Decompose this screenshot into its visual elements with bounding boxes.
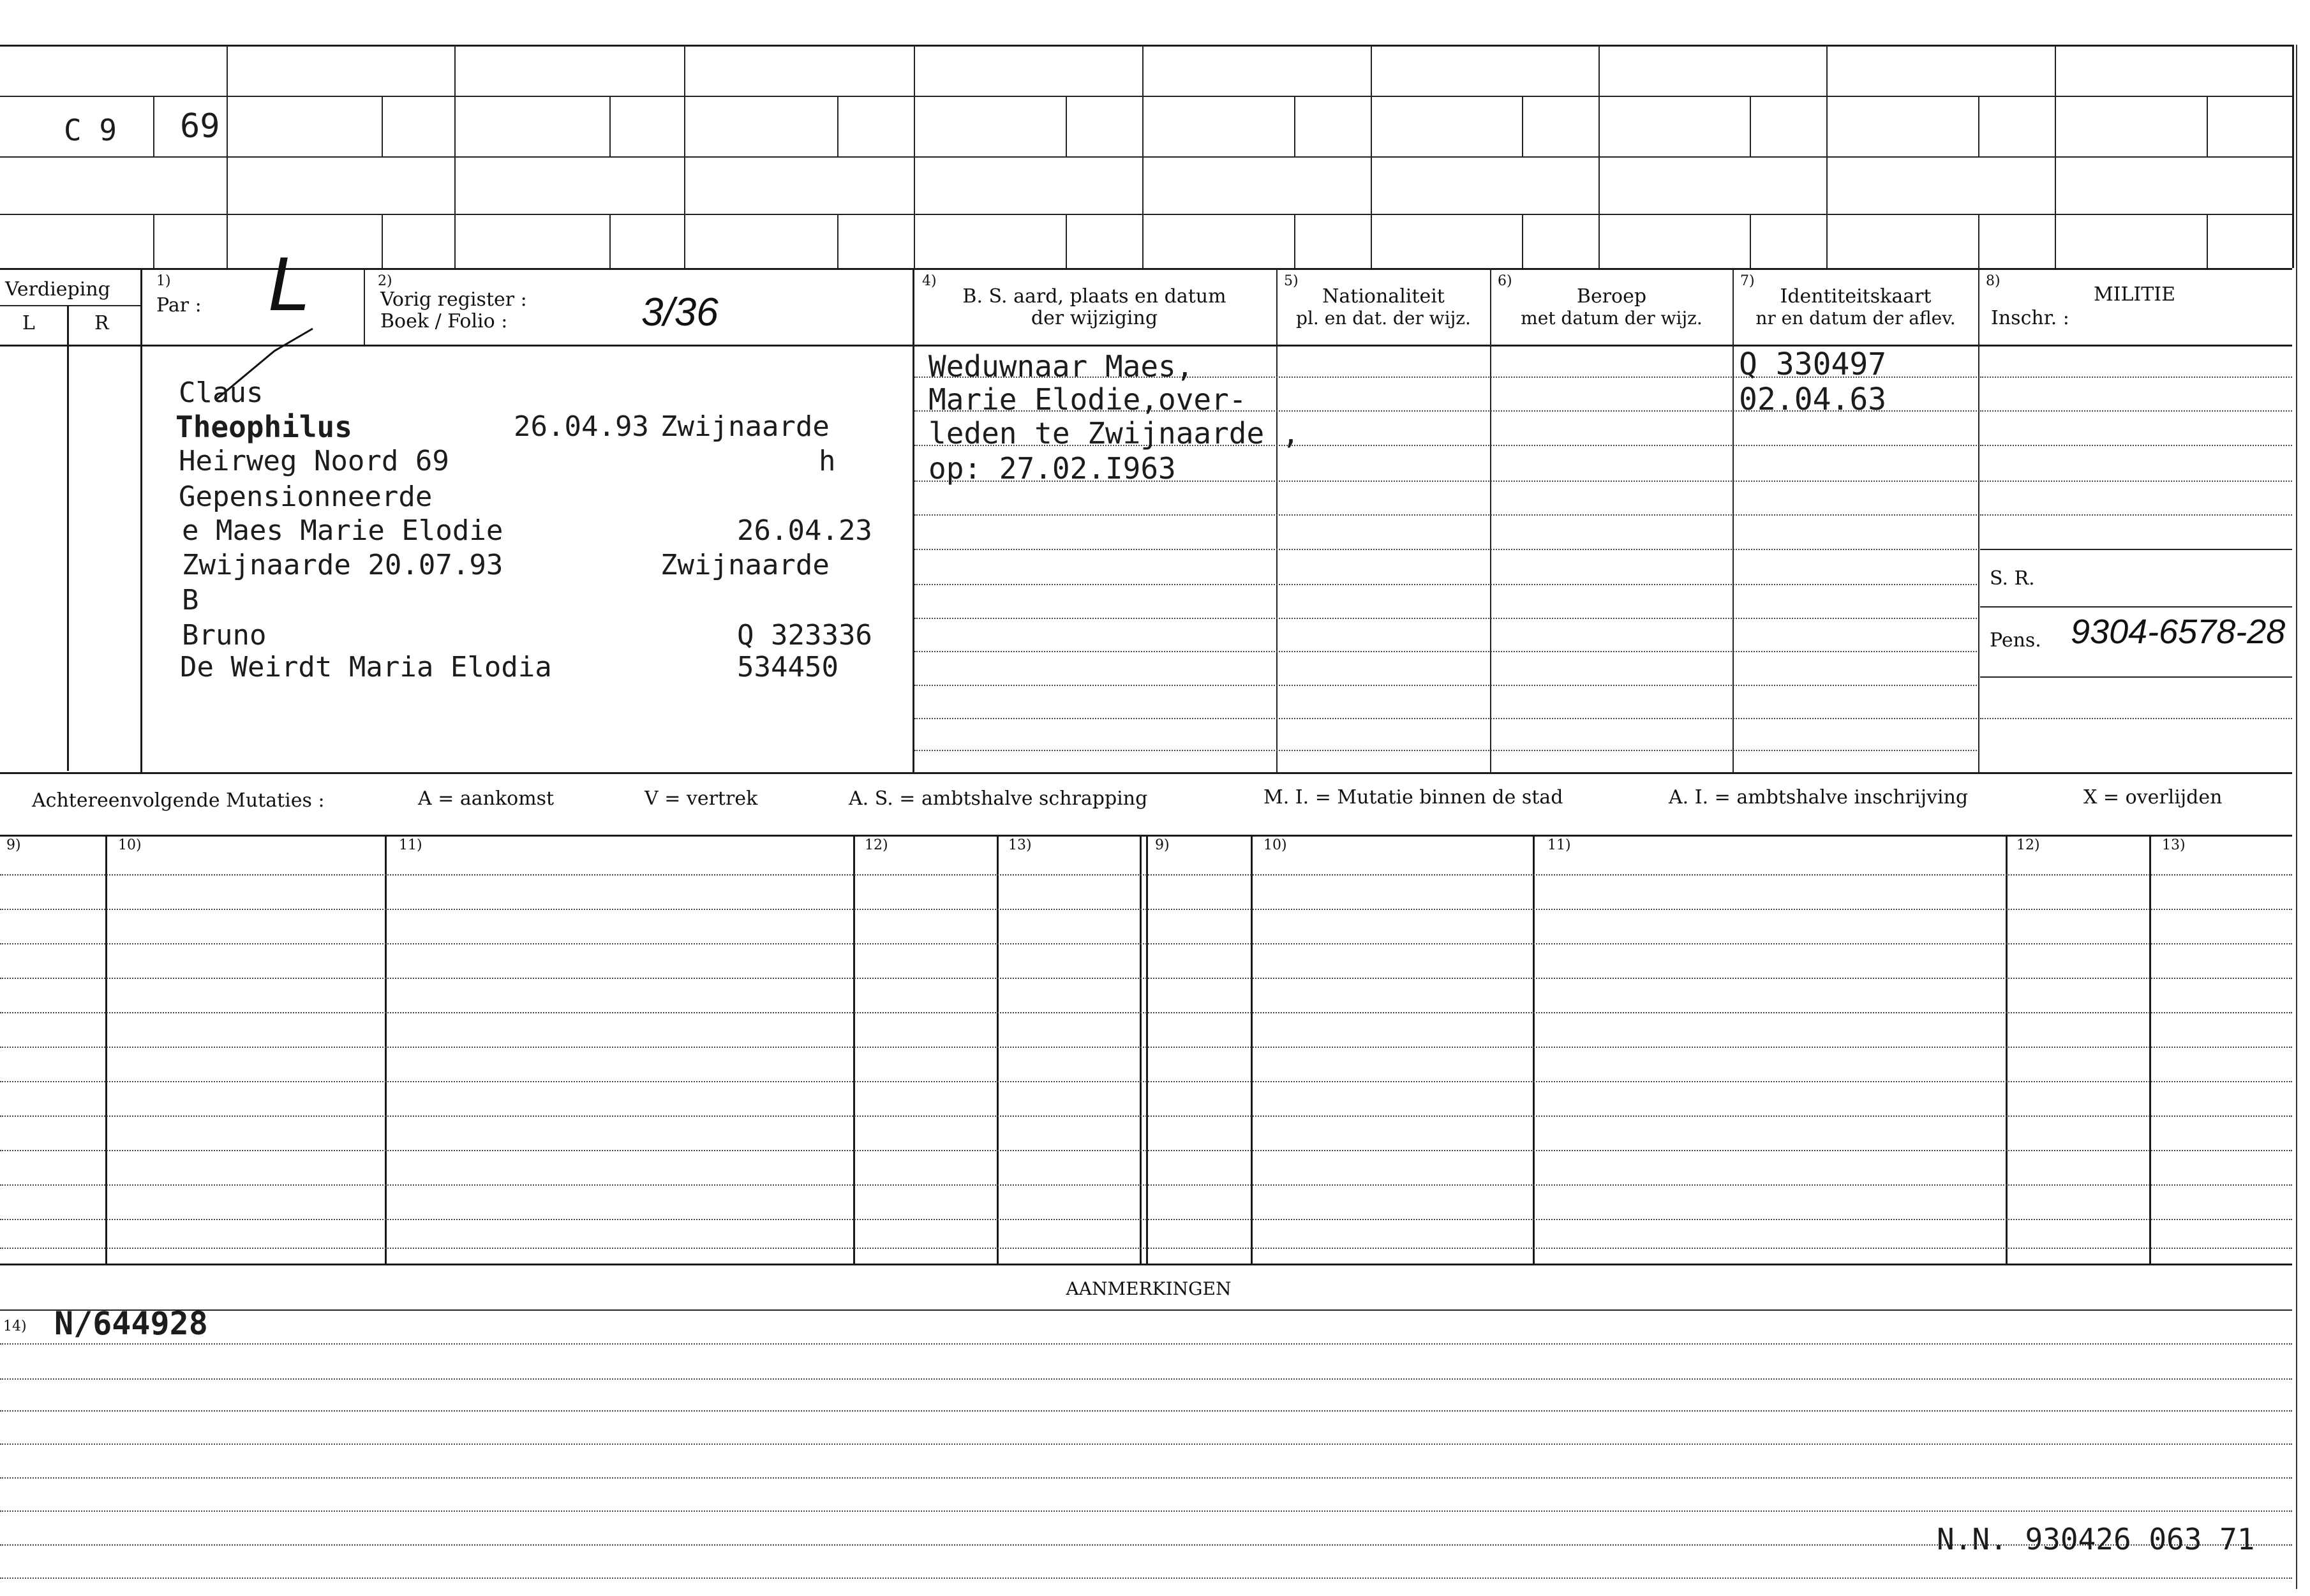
- aanmerkingen-num: 14): [3, 1318, 27, 1334]
- mutaties-title: Achtereenvolgende Mutaties :: [32, 789, 325, 812]
- col5-num: 5): [1284, 273, 1299, 289]
- mutatie-code-a: A = aankomst: [418, 787, 555, 810]
- col6-num: 6): [1498, 273, 1512, 289]
- birth-place: Zwijnaarde: [660, 410, 830, 443]
- person-line-5: e Maes Marie Elodie: [182, 514, 503, 547]
- col5-line1: Nationaliteit: [1322, 285, 1445, 308]
- mut-col-9a: 9): [6, 837, 21, 853]
- mut-col-9b: 9): [1155, 837, 1170, 853]
- id-card-number: Q 330497: [1739, 347, 1887, 382]
- mutatie-code-mi: M. I. = Mutatie binnen de stad: [1263, 786, 1563, 809]
- h-mark: h: [819, 445, 836, 477]
- person-line-9: De Weirdt Maria Elodia: [180, 651, 552, 683]
- par-label: Par :: [156, 294, 202, 317]
- par-mark: L: [268, 241, 311, 327]
- pens-label: Pens.: [1990, 629, 2041, 652]
- aanmerkingen-value: N/644928: [54, 1305, 208, 1342]
- col4-line2: der wijziging: [1031, 307, 1158, 329]
- mut-col-13a: 13): [1008, 837, 1032, 853]
- mut-col-13b: 13): [2162, 837, 2186, 853]
- par-num: 1): [156, 273, 171, 289]
- verdieping-right: R: [94, 312, 109, 334]
- verdieping-left: L: [22, 312, 35, 334]
- birth-date: 26.04.93: [514, 410, 649, 443]
- aanmerkingen-title: AANMERKINGEN: [1066, 1278, 1232, 1299]
- person-line-7: B: [182, 584, 199, 616]
- col8-line2: Inschr. :: [1991, 307, 2069, 329]
- mutatie-code-v: V = vertrek: [645, 787, 758, 810]
- col7-line2: nr en datum der aflev.: [1755, 308, 1956, 329]
- wijziging-line-3: leden te Zwijnaarde ,: [928, 416, 1300, 451]
- vorig-value: 3/36: [641, 290, 719, 334]
- nn-number: N.N. 930426 063 71: [1937, 1522, 2255, 1556]
- col4-num: 4): [922, 273, 937, 289]
- spouse-place: Zwijnaarde: [660, 549, 830, 581]
- person-line-6: Zwijnaarde 20.07.93: [182, 549, 503, 581]
- col4-line1: B. S. aard, plaats en datum: [962, 285, 1226, 308]
- wijziging-line-1: Weduwnaar Maes,: [928, 349, 1194, 384]
- person-line-1: Claus: [179, 377, 264, 409]
- mut-col-10b: 10): [1263, 837, 1287, 853]
- sr-label: S. R.: [1990, 567, 2035, 590]
- mut-col-12b: 12): [2016, 837, 2040, 853]
- mutatie-code-ai: A. I. = ambtshalve inschrijving: [1669, 786, 1969, 809]
- col7-num: 7): [1740, 273, 1755, 289]
- col7-line1: Identiteitskaart: [1780, 285, 1932, 308]
- mutatie-code-as: A. S. = ambtshalve schrapping: [849, 787, 1148, 810]
- second-number: 534450: [737, 651, 838, 683]
- code-b: 69: [180, 107, 220, 145]
- col8-line1: MILITIE: [2093, 283, 2176, 306]
- mut-col-11b: 11): [1547, 837, 1571, 853]
- col6-line2: met datum der wijz.: [1521, 308, 1703, 329]
- person-line-3: Heirweg Noord 69: [179, 445, 449, 477]
- pens-value: 9304-6578-28: [2071, 613, 2286, 651]
- mut-col-11a: 11): [399, 837, 422, 853]
- mutatie-code-x: X = overlijden: [2083, 786, 2223, 809]
- q-number: Q 323336: [737, 619, 872, 652]
- person-line-8: Bruno: [182, 619, 267, 652]
- col8-num: 8): [1986, 273, 2001, 289]
- col5-line2: pl. en dat. der wijz.: [1296, 308, 1471, 329]
- verdieping-title: Verdieping: [5, 278, 110, 301]
- mut-col-12a: 12): [865, 837, 888, 853]
- wijziging-line-2: Marie Elodie,over-: [928, 382, 1247, 417]
- id-card-date: 02.04.63: [1739, 382, 1887, 417]
- mut-col-10a: 10): [118, 837, 142, 853]
- person-line-4: Gepensionneerde: [179, 481, 433, 513]
- spouse-date: 26.04.23: [737, 514, 872, 547]
- vorig-line1: Vorig register :: [380, 288, 527, 311]
- person-line-2: Theophilus: [175, 410, 352, 444]
- vorig-line2: Boek / Folio :: [380, 310, 508, 332]
- col6-line1: Beroep: [1576, 285, 1647, 308]
- wijziging-line-4: op: 27.02.I963: [928, 451, 1176, 486]
- code-a: C 9: [64, 113, 117, 147]
- vorig-num: 2): [378, 273, 392, 289]
